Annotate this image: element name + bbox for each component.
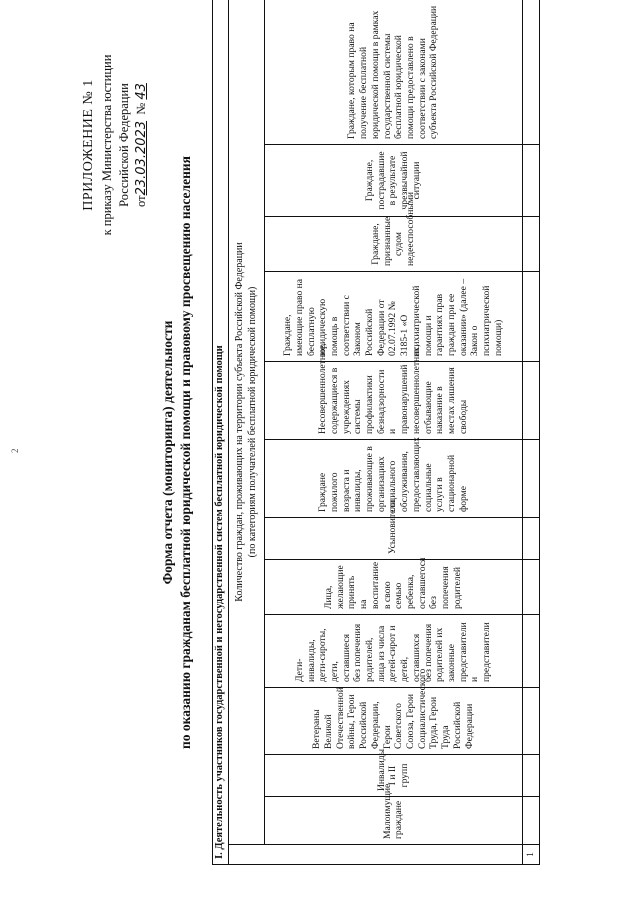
group-heading bbox=[229, 0, 265, 845]
category-11: Граждане, пострадавшие в результате чрезвычайной ситуации bbox=[264, 145, 522, 217]
order-date: 23.03.2023 bbox=[133, 120, 149, 196]
form-subtitle: по оказанию гражданам бесплатной юридической помощи и правовому просвещению населения bbox=[178, 156, 193, 749]
appendix-date-line bbox=[133, 25, 151, 265]
category-3: Ветераны Великой Отечественной войны, Герои Российской Федерации, Герои Советского Союза, Герои Социалистического Труда, Герои Труда Российской Федерации bbox=[264, 688, 522, 755]
category-9: Граждане, имеющие право на бесплатную юридическую помощь в соответствии с Законом Российской Федерации от 02.07.1992 № 3185-1 «О психиатрической помощи и гарантиях прав граждан при ее оказании» (далее – Закон о психиатрической помощи) bbox=[264, 272, 522, 362]
value-cell bbox=[522, 362, 539, 440]
page-mark: 2 bbox=[10, 448, 20, 453]
appendix-title: ПРИЛОЖЕНИЕ № 1 bbox=[81, 79, 96, 211]
value-cell bbox=[522, 0, 539, 145]
value-cell bbox=[522, 217, 539, 272]
category-2: Инвалиды I и II групп bbox=[264, 755, 522, 797]
order-number: 43 bbox=[133, 83, 149, 100]
form-title: Форма отчета (мониторинга) деятельности bbox=[160, 320, 175, 585]
appendix-line-1: к приказу Министерства юстиции bbox=[99, 54, 114, 236]
category-4: Дети-инвалиды, дети-сироты, дети, оставшиеся без попечения родителей, лица из числа детей-сирот и детей, оставшихся без попечения родителей их законные представители и представители bbox=[264, 615, 522, 688]
value-cell bbox=[522, 145, 539, 217]
category-7: Граждане пожилого возраста и инвалиды, проживающие в организациях социального обслуживания, предоставляющих социальные услуги в стационарной форме bbox=[264, 440, 522, 518]
report-table bbox=[212, 0, 540, 865]
group-heading-line-2: (по категориям получателей бесплатной юридической помощи) bbox=[246, 286, 258, 558]
category-12: Граждане, которым право на получение бесплатной юридической помощи в рамках государственной системы бесплатной юридической помощи предоставлено в соответствии с законами субъекта Российской Федерации bbox=[264, 0, 522, 145]
value-cell bbox=[522, 688, 539, 755]
category-1: Малоимущие граждане bbox=[264, 797, 522, 845]
group-heading-line-1: Количество граждан, проживающих на территории субъекта Российской Федерации bbox=[234, 242, 246, 602]
section-heading: I. Деятельность участников государственной и негосударственной систем бесплатной юридической помощи bbox=[213, 0, 229, 865]
category-5: Лица, желающие принять на воспитание в свою семью ребенка, оставшегося без попечения родителей bbox=[264, 560, 522, 615]
date-prefix: от bbox=[133, 195, 148, 207]
value-cell bbox=[522, 560, 539, 615]
column-number-1: 1 bbox=[522, 845, 539, 865]
value-cell bbox=[522, 615, 539, 688]
value-cell bbox=[522, 440, 539, 518]
category-10: Граждане, признанные судом недееспособными bbox=[264, 217, 522, 272]
appendix-block bbox=[80, 25, 150, 265]
value-cell bbox=[522, 797, 539, 845]
appendix-line-2: Российской Федерации bbox=[116, 83, 131, 207]
number-prefix: № bbox=[133, 102, 148, 115]
value-cell bbox=[522, 755, 539, 797]
value-cell bbox=[522, 518, 539, 560]
value-cell bbox=[522, 272, 539, 362]
category-6: Усыновители bbox=[264, 518, 522, 560]
blank-cell bbox=[229, 845, 522, 865]
category-8: Несовершеннолетние, содержащиеся в учреждениях системы профилактики безнадзорности и правонарушений несовершеннолетних, отбывающие наказание в местах лишения свободы bbox=[264, 362, 522, 440]
